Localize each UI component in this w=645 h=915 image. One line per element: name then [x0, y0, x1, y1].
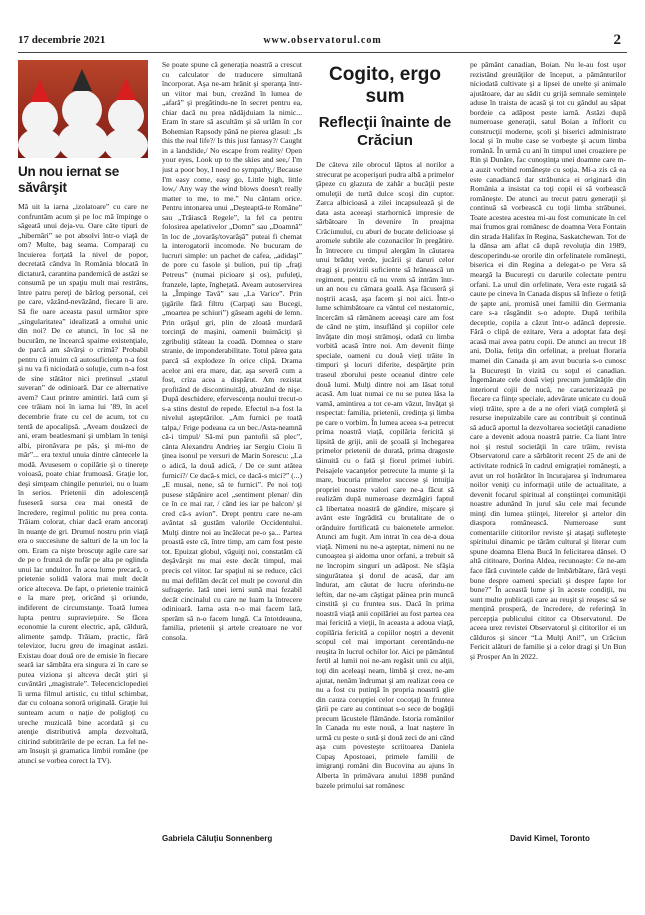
page-number: 2 — [613, 32, 621, 48]
author-signature: Gabriela Căluţiu Sonnenberg — [162, 834, 273, 843]
article-col-2 — [162, 60, 302, 846]
article-col-1 — [18, 60, 148, 846]
issue-date: 17 decembrie 2021 — [18, 34, 106, 46]
article-headline: Un nou iernat se săvârşit — [18, 164, 119, 195]
article-title: Cogito, ergo sum — [329, 64, 441, 107]
article-col-4 — [470, 60, 626, 846]
snowmen-photo — [18, 60, 148, 158]
article-body: Se poate spune că generaţia noastră a crescut cu calculator de traducere simultană încorporat. Aşa ne-am hrănit şi speranţa într-un viitor mai bun, crezând în lumea de „afară” şi pregătindu-ne în secret pentru ea, chiar dacă nu prea nădăjduiam la nimic... Eram în stare să ascultăm şi să urlăm în cor Bohemian Rapsody până ne pierea glasul: „Is this the real life?/ Is this just fantasy?/ Caught in a landslide,/ No escape from reality/ Open your eyes, Look up to the skies and see,/ I'm just a poor boy, I need no sympathy,/ Because I'm easy come, easy go, Little high, little low,/ Any way the wind blows doesn't really matter to me, to me.” Nu cântam orice. Pentru intonarea unui „Deşteaptă-te Române” sau „Trăiască Regele”, la fel ca pentru folosirea apelativelor „Domn” sau „Doamnă” în loc de „tovarăş/tovarăşă” puteai fi chemat la interogatorii incomode. Ne bucuram de lucruri simple: un pachet de cafea, „adidaşi” de pore cu fasole şi bulion, pui tip „fraţi Petreus” (numai picioare şi os), pufuleţi, franzele, lapte, îngheţată. Aveam autoservirea la „Împinge Tavă” sau „La Varice”. Prin ţigările fără filtru (Carpaţi sau Bucegi, „moartea pe schiuri”) găseam agehi de lemn. Prin orăşul gri, plin de zloată murdară torcinţă de maşini, oamenii buimăciţi şi zgribuliţi stăteau la coadă. Domnea o stare stranie, de imponderabilitate. Totul părea gata parcă să explodeze în orice clipă. Drama acelor ani era mare, dar, aşa severă cum a fost, criza acea a dispărut. Am rezistat profitând de discontinuităţi, abuzând de nişe. După deschidere, efervescenţa noului trecut-o s-a stins destul de repede. Efectul n-a fost la nivelul aşteptărilor. „Am furnici pe toată talpa,/ Frige podeaua ca un bec./Asta-neamnă că-i timpul/ Să-mi pun pantofii să plec”, cânta Alexandru Andrieş iar Sergiu Cioiu îi ţinea isonul pe versuri de Marin Sorescu: „La o adică, la două adică, / De ce sunt atâtea furnici?/ Ce dacă-s mici, ce dacă-s mici?” (...) „E musai, nene, să te furnici”. Pe noi toţi pusese stăpânire acel „sentiment plenar/ din ce în ce mai rar, / când ies iar pe balcon/ şi cred că-s avion”. Drept pentru care ne-am avântat să gustăm valorile Occidentului. Mulţi dintre noi au încălecat pe-o şa... Partea proastă este că, între timp, am cam fost peste tot. Epuizat globul, văguiţi noi, constatăm că deşăvârşit nu mai este decât timpul, mai precis cel viitor. Iar spaţiul ni se reduce, căci nu mai defilăm decât cel mult pe covorul din sufragerie. Iată unei ierni sună mai fezabil decât cincinalul cu care ne luam la întrecere odinioară. Iarna asta n-o mai facem lată, sperăm să n-o facem lungă. Ca întotdeauna, familia, prietenii şi artele creatoare ne vor consola. — [162, 60, 302, 642]
article-body: De câteva zile obrocul lăptos al norilor a strecurat pe acoperişuri pudra albă a primelor ţăpeze cu glazura de zahăr a bucăţii peste omuleţii de turtă dulce scoşi din cuptor. Zarca albicioasă a zilei incapsulează şi de data asta aceeaşi starhornică impresie de sărbătoare în devenire în preajma Crăciunului, cu aburi de bucate delicioase şi aromele subtile ale cozonacilor în pregătire. În întrecere cu timpul alergăm în căutarea unui brăduţ verde, jucării şi daruri celor dragi şi proviziii suficiente să hrănească un regiment, pentru că nu vrem să intrăm într-un an nou cu cămara goală. Aşa făcuseră şi noştrii acasă, aşa facem şi noi aici. Într-o lume schimbătoare ca vântul cel nestatornic, încercăm să rămânem aceeaşi care am fost de când ne ştim, insuflând şi copiilor cele învăţate din moşi strămoşi, odată cu limba vorbită acasă între noi. Am devenit fiinţe speciale, oameni cu două vieţi trăite în timpuri şi locuri diferite, despărţite prin traseul zborului peste oceanul dintre cele două lumi. Mulţi dintre noi am lăsat totul acasă. Am luat numai ce nu se putea lăsa la vamă, amintirea a tot ce-am văzut, învăţat şi respectat: familia, prietenii, credinţa şi limba pe care o vorbim. În lumea aceea s-a petrecut prima noastră viaţă, copilăria fericită şi lipsită de griji, anii de şcoală şi închegarea primelor prietenii de durată, prima dragoste tăinuită cu o fată şi fiorul primei iubiri. Peisajele vacanţelor petrecute la munte şi la mare, bucuria primelor succese şi intuiţia propriei noastre valori care ne-a făcut să realizăm după numeroase dezmăgiri faptul că libertatea noastră de gândire, mişcare şi avânt este îngrădită cu brutalitate de o orânduire fortificată cu baionetele armelor. Atunci am fugit. Am intrat în cea de-a doua viaţă. Nimeni nu ne-a aşteptat, nimeni nu ne cunoaştea şi aidoma unor orfani, a trebuit să ne încropim singuri un adăpost. Ne sfâşia singurătatea şi dorul de acasă, dar am îndurat, am căutat de lucru oferindu-ne ieftin, dar ne-am câştigat pâinea prin muncă cinstită şi cu fruntea sus. Dacă în prima noastră viaţă anii copilăriei au fost partea cea mai fericită a vieţii, în aceasta a adoua viaţă, copilăria fericită a copiilor noştri a devenit scopul cel mai important cerentându-ne reuşita în lucrul ochilor lor. Aici pe pământul fertil al lumii noi ne-am regăsit unii cu alţii, toţi din aceleaşi neam, limbă şi crez, ne-am ajutat, nenăm îndrumat şi am realizat ceea ce nu a fost cu putinţă în propria noastră glie din cauza corupţiei celor cocoţaţi în fruntea ţării pe care au continuat s-o sece de bogăţii precum lăcustele flămânde. Istoria românilor în Canada nu este nouă, a luat naştere în urmă cu peste o sută şi două zeci de ani când aşa cum povesteşte scriitoarea Daniela Cupaş Apostoaei, primele familii de imigranţi români din Bucovina au ajuns în Alberta în primăvara anului 1898 punând bazele primului sat românesc — [316, 160, 454, 790]
article-col-3 — [316, 60, 454, 846]
website-url[interactable]: www.observatorul.com — [263, 35, 382, 46]
header-rule — [18, 52, 627, 53]
author-signature: David Kimel, Toronto — [510, 834, 590, 843]
article-subtitle: Reflecţii înainte de Crăciun — [318, 114, 452, 149]
page-header — [18, 34, 627, 50]
article-body: pe pământ canadian, Boian. Nu le-au fost uşor rezistând greutăţilor de început, a pământurilor niciodată cultivate şi a lipsei de unelte şi animale ajutătoare, dar au sădit cu grijă semnale seminţele aduse în traista de acasă şi tot cu gândul au săpat bordeie ca adăpost peste iarnă. Astăzi după numeroase generaţii, satul Boian a înflorit cu construcţii moderne, şcoli şi biserici administrate local şi în multe case se vorbeşte şi acum limba română. În urmă cu ani în timpul unei croaziere pe Rin şi Dunăre, fac cunoştinţa unei doamne care m-a auzit vorbind româneşte cu soţia. Mi-a zis că ea este canadiancă dar străbunica ei originară din România a insistat ca toţi copii ei să vorbească româneşte. De atunci au trecut patru generaţii şi continuă să vorbească cu toţii limba străbunei. Toate acestea acestea mi-au fost comunicate în cel mai frumos grai românesc de doamna Vera Fontain din strada Halifax în Regina, Saskatchewan. Tot de la dânsa am aflat că după revoluţia din 1989, descoperindu-se ororile din orfelinatele româneşti, biserica ei din Regina a delegat-o pe Vera să meargă la Bucureşti cu darurile colectate pentru orfani. La unul din orfelinate, Vera este rugată să caute pe cineva în Canada dispus să înfieze o fetiţă de şapte ani, promisă unei familii din Germania care s-a răsgândit s-o adopte. După teribila deceptie, copila a căzut într-o adâncă depresie. Fără o clipă de ezitare, Vera a adoptat fata deşi acasă mai avea patru copii. De atunci au trecut 18 ani, Dolia, fetiţa din orfelinat, a preluat floraria mamei din Canada şi am avut bucuria s-o cunosc la Bucureşti în vizită cu soţul ei canadian. Îngemănate cele două vieţi precum jumătăţile din interiorul cojii de nucă, ne caracterizează pe fiecare ca fiinţe speciale, adevărate unicate cu două vieţi trăite, spre a de a ne oferi viaţă completă şi resurse inepuizabile care au contribuit şi continuă să aducă aportul la dezvoltarea societăţii canadiene care a devenit adoua noastră patrie. Ca liant între noi şi restul societăţii în care trăim, revista Observatorul care a sărbătorit recent 25 de ani de activitate rodnică în cadrul emigraţiei româneşti, a avut un rol hotărâtor în încurajarea şi îndrumarea noilor veniţi cu informaţii utile de actualitate, a devenit focarul spiritual al conştiinţei comunităţii noastre adunând în jurul său cele mai fecunde minţi din lumea ştiinţei, literelor şi artelor din diaspora românească. Numeroase sunt comentariile cititorilor reviste şi ataşaţi sufleteşte spiritului dinamic pe tărâm cultural şi literar cum spune doamna Elena Bucă în felicitarea dânsei. O altă cititoare, Dorina Aldea, recunoaşte: Ce ne-am face fără cuvintele calde de îmbărbătare, fără veşti bune despre oameni speciali şi despre fapte lor bune?” În această lume şi în aceste condiţii, nu sunt multe publicaţii care au reuşit şi reuşesc să se menţină prosperă, de încredere, de referinţă în percepţia publicului cititor ca Observatorul. De aceea urez revistei Observatorul şi cititorilor ei un călduros şi sincer “La Mulţi Ani!”, un Crăciun Fericit alături de familie şi a celor dragi şi Un Bun şi Prosper An în 2022. — [470, 60, 626, 661]
article-body: Mă uit la iarna „izolatoare” cu care ne confruntăm acum şi pe loc mă împinge o săgeată unui deja-vu. Oare câte tipuri de „hibernări” se pot absolvi într-o viaţă de om? Multe, bag seama. Comparaţi cu încuierea forţată la nivel de popor, decretată cândva în România blocată în dictatură, carantina pandemică de astăzi se consumă pe un spaţiu mult mai restrâns, între patru pereţi de bârlog personal, cei pe care, văzând-nevăzând, fiecare îi are. Să fie oare aceasta pasul următor spre „singularitatea” idealizată a omului unic din noi? De ce atunci, în loc să ne bucurăm, ne încearcă spaime existenţiale, de parcă am săvârşi o crimă? Probabil pentru că intuim că autosuficienţa n-a fost şi nu va fi niciodată o soluţie, cum n-a fost de sine stătător nici pretinsul „statul suveran” de odinioară. Dar ce alternative avem? Caut printre amintiri. Iată cum şi cee trăiam noi în iarna lui ’89, în acel decembrie frate cu cel de acum, tot cu tentă de apocalipsă. „Aveam douăzeci de ani, eram beatlesmani şi umblam în tenişi albi, pironăvara pe pâs, şi mi-mo de măr”... era textul unuia dintre cântecele la modă. Avusesem o copilărie şi o tinereţe voioasă, poate chiar frumoasă. Graţie lor, deşi simţeam chingile penuriei, nu o luam în serios. Prietenii din adolescenţă fuseseră sursa cea mai onestă de încredere, regimul politic nu prea conta. Trăiam colorat, chiar dacă eram ancoraţi în nuanţe de gri. Drumul nostru prin viaţă era o succesiune de salturi de la un loc la om. Eram ca nişte broscuţe agile care sar de pe o frunză de nufăr pe alta pe oglinda unui lac unduitor. În acea lume precară, o prietenie solidă valora mai mult decât orice alteceva. De fapt, o prietenie trainică e la mare preţ, oricând şi oriunde, indiferent de circumstanţe. Toată lumea lupta pentru supravieţuire. Se făcea economie la curent electric, apă, căldură, alimente şamdp. Trăiam, practic, fără televizor, lucru greu de imaginat astăzi. Existau doar două ore de emisie în fiecare seară iar sâmbăta era singura zi în care se putea viziona şi altceva decât ştiri şi cuvântări „magistrale”. Telecenciclopediei îi urma filmul artistic, cu titlul schimbat, dar cu coloana sonoră originală. Graţie lui sunteam acum o naţie de poligloţi cu ureche muzicală bine acordată şi cu atenţie distributivă ampla dezvoltată, citirind subtitrările de pe ecran. La fel ne-am însuşit şi gramatica limbii române (pe atunci se vorbea corect la TV). — [18, 202, 148, 765]
